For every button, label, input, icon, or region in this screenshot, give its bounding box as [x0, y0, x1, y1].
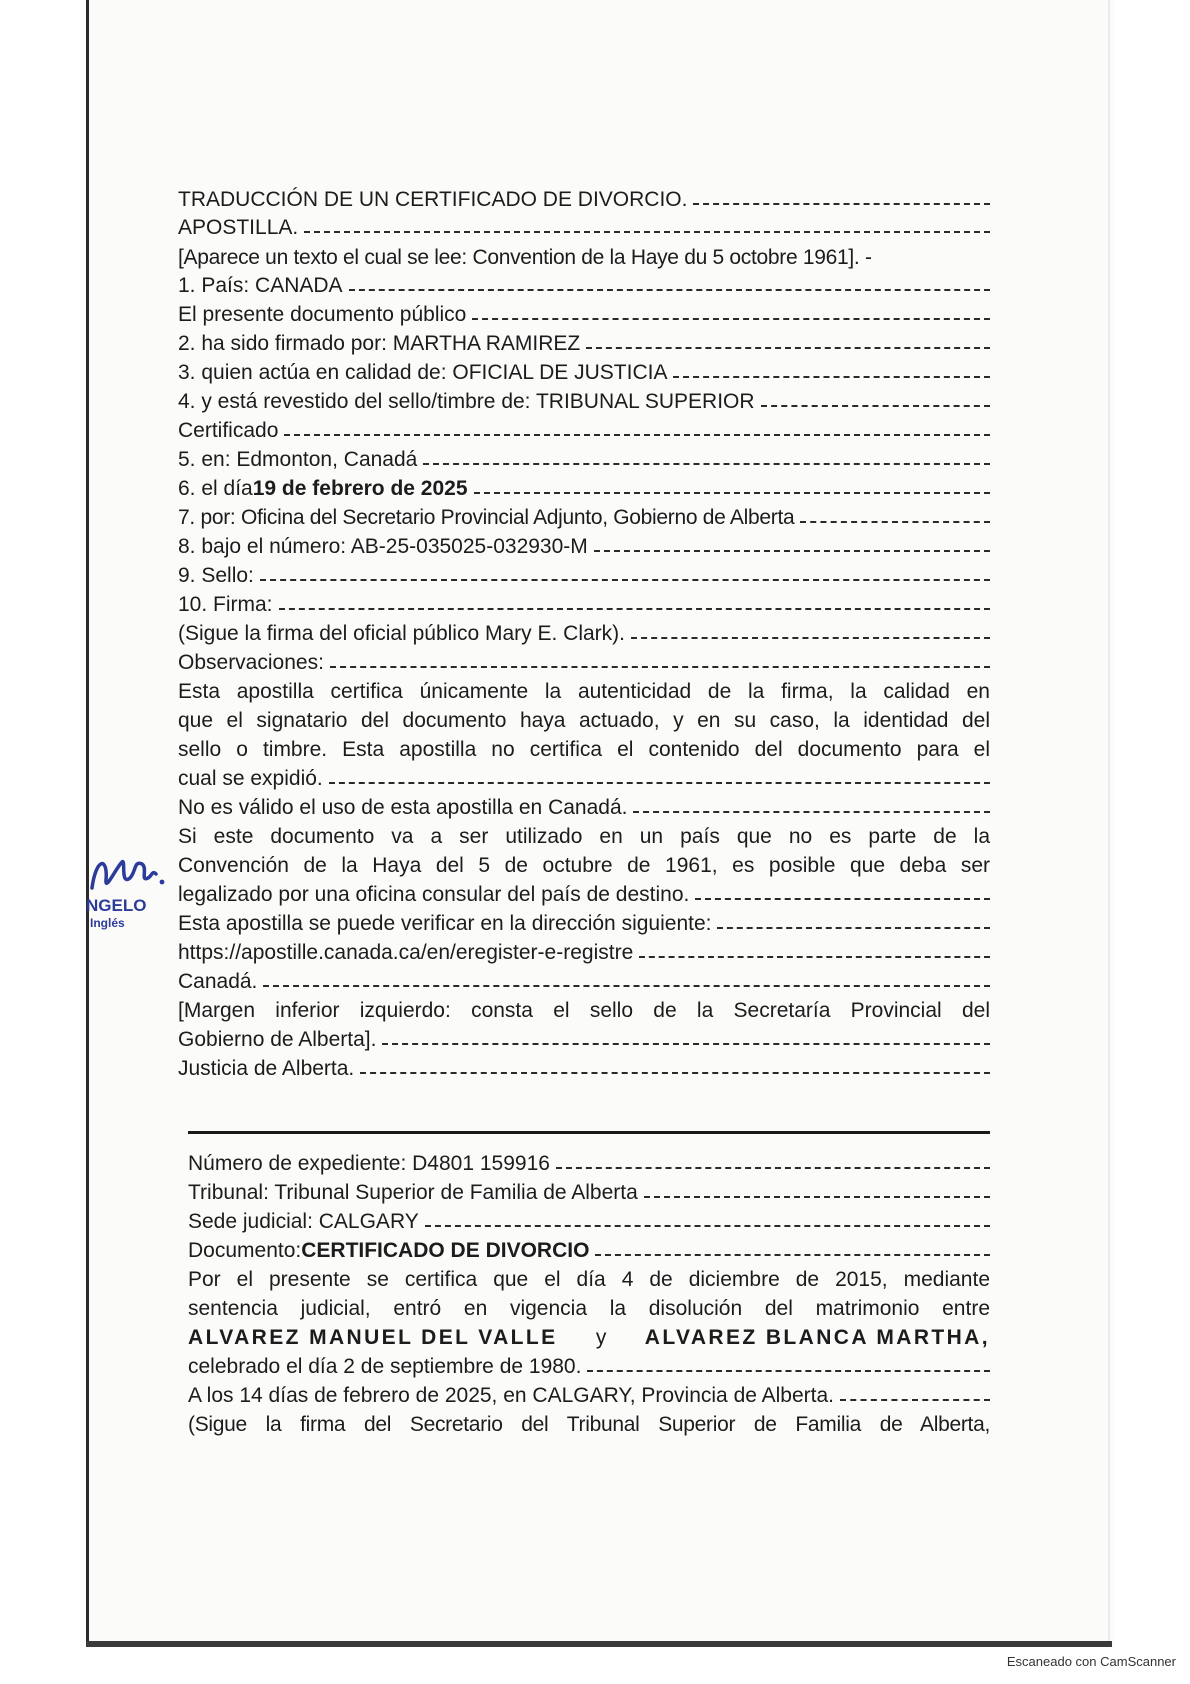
signature-scribble-icon	[86, 848, 168, 898]
doc-line-signature: 10. Firma:	[178, 587, 990, 617]
doc-line-secretary-signature: (Sigue la firma del Secretario del Tribunal Superior de Familia de Alberta,	[188, 1413, 990, 1436]
doc-line-parties: ALVAREZ MANUEL DEL VALLE y ALVAREZ BLANCA MARTHA,	[188, 1326, 990, 1349]
doc-line-issued: A los 14 días de febrero de 2025, en CALGARY, Provincia de Alberta.	[188, 1378, 990, 1408]
page-edge-shadow	[1108, 0, 1112, 1647]
doc-line-public-document: El presente documento público	[178, 297, 990, 327]
doc-line-signed-by: 2. ha sido firmado por: MARTHA RAMIREZ	[178, 326, 990, 356]
doc-line-capacity: 3. quien actúa en calidad de: OFICIAL DE JUSTICIA	[178, 355, 990, 385]
doc-line-url: https://apostille.canada.ca/en/eregister-e-registre	[178, 935, 990, 965]
scanner-watermark: Escaneado con CamScanner	[1006, 1654, 1176, 1669]
doc-line-number: 8. bajo el número: AB-25-035025-032930-M	[178, 529, 990, 559]
doc-line-date: 6. el día 19 de febrero de 2025	[178, 471, 990, 501]
doc-line-document-type: Documento: CERTIFICADO DE DIVORCIO	[188, 1233, 990, 1263]
section-divider	[188, 1131, 990, 1134]
doc-paragraph-line: Si este documento va a ser utilizado en un país que no es parte de la	[178, 825, 990, 848]
doc-paragraph-line: Convención de la Haya del 5 de octubre de 1961, es posible que deba ser	[178, 854, 990, 877]
doc-line-country: 1. País: CANADA	[178, 268, 990, 298]
doc-line-marriage-date: celebrado el día 2 de septiembre de 1980.	[188, 1349, 990, 1379]
doc-line-justice: Justicia de Alberta.	[178, 1051, 990, 1081]
doc-line-seal: 4. y está revestido del sello/timbre de: TRIBUNAL SUPERIOR	[178, 384, 990, 414]
doc-line-place: 5. en: Edmonton, Canadá	[178, 442, 990, 472]
doc-paragraph-line: sello o timbre. Esta apostilla no certifica el contenido del documento para el	[178, 738, 990, 761]
translator-stamp	[86, 848, 168, 928]
doc-paragraph-line: sentencia judicial, entró en vigencia la disolución del matrimonio entre	[188, 1297, 990, 1320]
doc-paragraph-line: Gobierno de Alberta].	[178, 1022, 990, 1052]
doc-line-canada: Canadá.	[178, 964, 990, 994]
doc-paragraph-line: cual se expidió.	[178, 761, 990, 791]
doc-paragraph-line: que el signatario del documento haya actuado, y en su caso, la identidad del	[178, 709, 990, 732]
doc-line-title: TRADUCCIÓN DE UN CERTIFICADO DE DIVORCIO.	[178, 182, 990, 212]
doc-line-stamp: 9. Sello:	[178, 558, 990, 588]
doc-line-seat: Sede judicial: CALGARY	[188, 1204, 990, 1234]
stamp-language-fragment: Inglés	[90, 916, 125, 930]
doc-line-not-valid: No es válido el uso de esta apostilla en Canadá.	[178, 790, 990, 820]
doc-line-issuer: 7. por: Oficina del Secretario Provincial Adjunto, Gobierno de Alberta	[178, 500, 990, 530]
doc-line-verify: Esta apostilla se puede verificar en la dirección siguiente:	[178, 906, 990, 936]
doc-line-apostilla: APOSTILLA.	[178, 210, 990, 240]
doc-line-certified: Certificado	[178, 413, 990, 443]
doc-line-file-number: Número de expediente: D4801 159916	[188, 1146, 990, 1176]
doc-paragraph-line: legalizado por una oficina consular del país de destino.	[178, 877, 990, 907]
page-bottom-edge	[86, 1641, 1112, 1647]
doc-line-signature-note: (Sigue la firma del oficial público Mary E. Clark).	[178, 616, 990, 646]
doc-line-convention: [Aparece un texto el cual se lee: Convention de la Haye du 5 octobre 1961]. -	[178, 246, 872, 269]
doc-line-court: Tribunal: Tribunal Superior de Familia de Alberta	[188, 1175, 990, 1205]
doc-paragraph-line: Por el presente se certifica que el día 4 de diciembre de 2015, mediante	[188, 1268, 990, 1291]
doc-paragraph-line: [Margen inferior izquierdo: consta el sello de la Secretaría Provincial del	[178, 999, 990, 1022]
stamp-name-fragment: NGELO	[86, 896, 147, 915]
doc-paragraph-line: Esta apostilla certifica únicamente la autenticidad de la firma, la calidad en	[178, 680, 990, 703]
doc-line-observations: Observaciones:	[178, 645, 990, 675]
